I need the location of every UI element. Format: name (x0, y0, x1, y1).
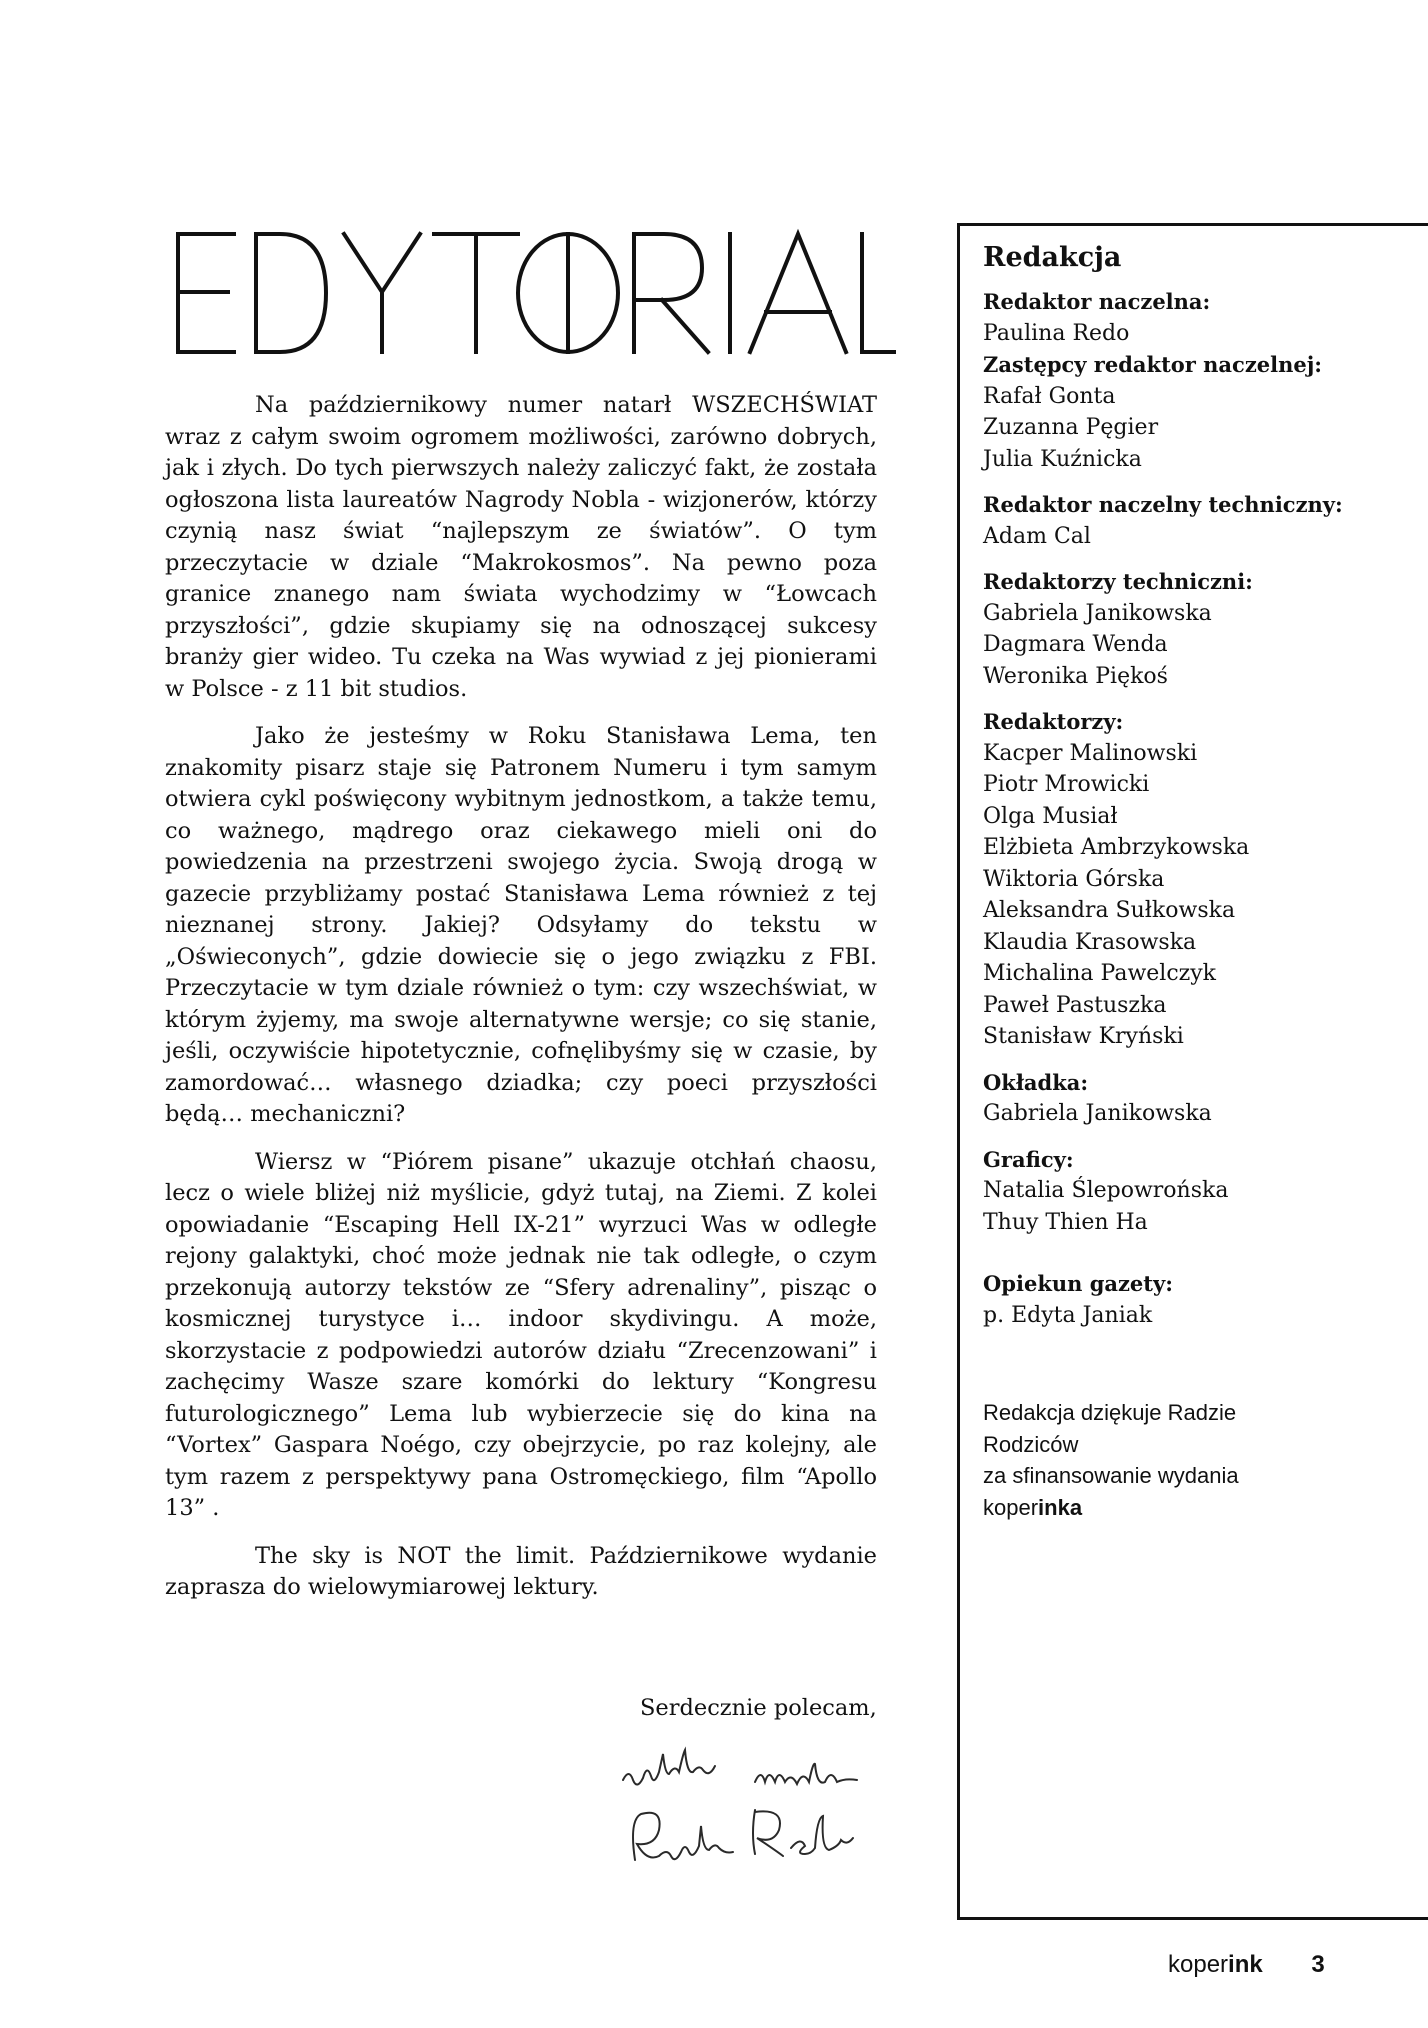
staff-section (983, 566, 1423, 692)
staff-name: Julia Kuźnicka (983, 446, 1142, 472)
article-paragraph: Jako że jesteśmy w Roku Stanisława Lema, ten znakomity pisarz staje się Patronem Numeru i tym samym otwiera cykl poświęcony wybitnym jednostkom, a także temu, co ważnego, mądrego oraz ciekawego mieli oni do powiedzenia na przestrzeni swojego życia. Swoją drogą w gazecie przybliżamy postać Stanisława Lema również z tej nieznanej strony. Jakiej? Odsyłamy do tekstu w „Oświeconych”, gdzie dowiecie się o jego związku z FBI. Przeczytacie w tym dziale również o tym: czy wszechświat, w którym żyjemy, ma swoje alternatywne wersje; co się stanie, jeśli, oczywiście hipotetycznie, cofnęlibyśmy się w czasie, by zamordować… własnego dziadka; czy poeci przyszłości będą… mechaniczni? (165, 723, 877, 1127)
staff-section (983, 286, 1423, 475)
staff-name: Zuzanna Pęgier (983, 415, 1159, 440)
staff-name: Natalia Ślepowrońska (983, 1178, 1229, 1203)
staff-name: p. Edyta Janiak (983, 1302, 1153, 1328)
staff-role: Redaktor naczelna: (983, 289, 1211, 314)
staff-role: Redaktorzy techniczni: (983, 569, 1253, 594)
title-text (896, 228, 897, 229)
footer-brand-a: koper (1168, 1951, 1229, 1978)
staff-section (983, 706, 1423, 1053)
staff-section (983, 1144, 1423, 1239)
staff-name: Michalina Pawelczyk (983, 961, 1217, 986)
thanks-brand (983, 1492, 1423, 1524)
article-paragraph: Na październikowy numer natarł WSZECHŚWIAT wraz z całym swoim ogromem możliwości, zarówno dobrych, jak i złych. Do tych pierwszych należy zaliczyć fakt, że została ogłoszona lista laureatów Nagrody Nobla - wizjonerów, którzy czynią nasz świat “najlepszym ze światów”. O tym przeczytacie w dziale “Makrokosmos”. Na pewno poza granice znanego nam świata wychodzimy w “Łowcach przyszłości”, gdzie skupiamy się na odnoszącej sukcesy branży gier wideo. Tu czeka na Was wywiad z jej pionierami w Polsce - z 11 bit studios. (165, 392, 877, 702)
staff-section (983, 489, 1423, 552)
staff-name: Elżbieta Ambrzykowska (983, 835, 1250, 860)
staff-name: Rafał Gonta (983, 383, 1116, 409)
staff-name: Olga Musiał (983, 803, 1118, 829)
staff-role: Opiekun gazety: (983, 1271, 1173, 1296)
staff-role: Zastępcy redaktor naczelnej: (983, 352, 1323, 377)
staff-name: Gabriela Janikowska (983, 600, 1212, 626)
signoff: Serdecznie polecam, (640, 1695, 877, 1721)
page-title (176, 228, 896, 358)
staff-heading: Redakcja (983, 242, 1122, 273)
staff-role: Okładka: (983, 1069, 1089, 1095)
thanks-note (983, 1397, 1423, 1523)
staff-name: Weronika Piękoś (983, 663, 1168, 689)
staff-name: Piotr Mrowicki (983, 772, 1150, 797)
staff-name: Paweł Pastuszka (983, 992, 1167, 1018)
staff-name: Kacper Malinowski (983, 740, 1198, 766)
handwritten-signature (615, 1740, 915, 1870)
article-paragraph: The sky is NOT the limit. Październikowe wydanie zaprasza do wielowymiarowej lektury. (165, 1542, 877, 1600)
staff-name: Stanisław Kryński (983, 1024, 1184, 1049)
thanks-brand-part-b: inka (1038, 1494, 1083, 1520)
staff-name: Aleksandra Sułkowska (983, 898, 1236, 923)
article-paragraph: Wiersz w “Piórem pisane” ukazuje otchłań chaosu, lecz o wiele bliżej niż myślicie, gdyż tutaj, na Ziemi. Z kolei opowiadanie “Escaping Hell IX-21” wyrzuci Was w odległe rejony galaktyki, choć może jednak nie tak odległe, o czym przekonują autorzy tekstów ze “Sfery adrenaliny”, pisząc o kosmicznej turystyce i… indoor skydivingu. A może, skorzystacie z podpowiedzi autorów działu “Zrecenzowani” i zachęcimy Wasze szare komórki do lektury “Kongresu futurologicznego” Lema lub wybierzecie się do kina na “Vortex” Gaspara Noégo, czy obejrzycie, po raz kolejny, ale tym razem z perspektywy pana Ostromęckiego, film “Apollo 13” . (165, 1148, 877, 1521)
staff-role: Graficy: (983, 1146, 1074, 1172)
title-lettering (176, 228, 896, 358)
staff-name: Adam Cal (983, 523, 1091, 549)
thanks-line: za sfinansowanie wydania (983, 1463, 1239, 1488)
staff-name: Wiktoria Górska (983, 866, 1165, 892)
footer-brand-b: ink (1228, 1951, 1263, 1978)
thanks-line: Rodziców (983, 1431, 1079, 1457)
staff-name: Thuy Thien Ha (983, 1209, 1148, 1235)
staff-name: Paulina Redo (983, 320, 1130, 346)
staff-name: Dagmara Wenda (983, 632, 1168, 657)
staff-role: Redaktor naczelny techniczny: (983, 492, 1343, 517)
page-footer (1168, 1951, 1325, 1979)
signature-line-1 (915, 1740, 916, 1741)
editorial-article (165, 390, 877, 1620)
staff-name: Klaudia Krasowska (983, 929, 1197, 955)
staff-section (983, 1268, 1423, 1331)
signature-line-2 (915, 1740, 916, 1741)
page-number: 3 (1311, 1951, 1325, 1978)
staff-role: Redaktorzy: (983, 709, 1124, 734)
staff-section (983, 1067, 1423, 1130)
thanks-line: Redakcja dziękuje Radzie (983, 1400, 1237, 1425)
editorial-staff-box (957, 223, 1428, 1920)
thanks-brand-part-a: koper (983, 1494, 1039, 1520)
staff-name: Gabriela Janikowska (983, 1101, 1212, 1126)
